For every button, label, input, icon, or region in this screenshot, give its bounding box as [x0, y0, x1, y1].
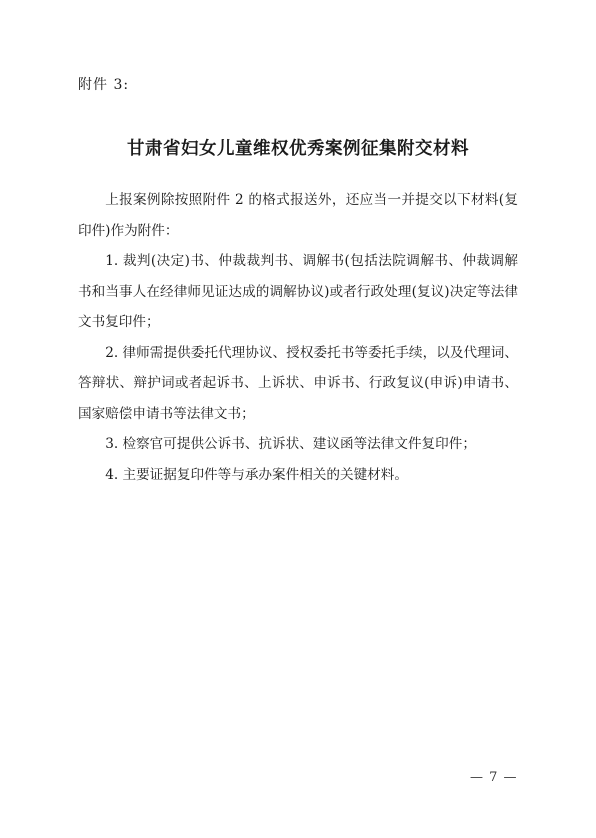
attachment-label: 附件 3: — [78, 77, 130, 93]
list-item-2: 2. 律师需提供委托代理协议、授权委托书等委托手续，以及代理词、答辩状、辩护词或者起诉书、上诉状、申诉书、行政复议(申诉)申请书、国家赔偿申请书等法律文书； — [78, 344, 518, 422]
document-body — [78, 185, 518, 490]
list-item-3: 3. 检察官可提供公诉书、抗诉状、建议函等法律文件复印件； — [105, 436, 476, 452]
list-item-4: 4. 主要证据复印件等与承办案件相关的关键材料。 — [105, 466, 408, 483]
document-title: 甘肃省妇女儿童维权优秀案例征集附交材料 — [127, 139, 469, 159]
intro-paragraph: 上报案例除按照附件 2 的格式报送外，还应当一并提交以下材料(复印件)作为附件： — [78, 192, 518, 239]
list-item-1: 1. 裁判(决定)书、仲裁裁判书、调解书(包括法院调解书、仲裁调解书和当事人在经律师见证达成的调解协议)或者行政处理(复议)决定等法律文书复印件； — [78, 253, 518, 330]
page-number: — 7 — — [470, 770, 518, 785]
